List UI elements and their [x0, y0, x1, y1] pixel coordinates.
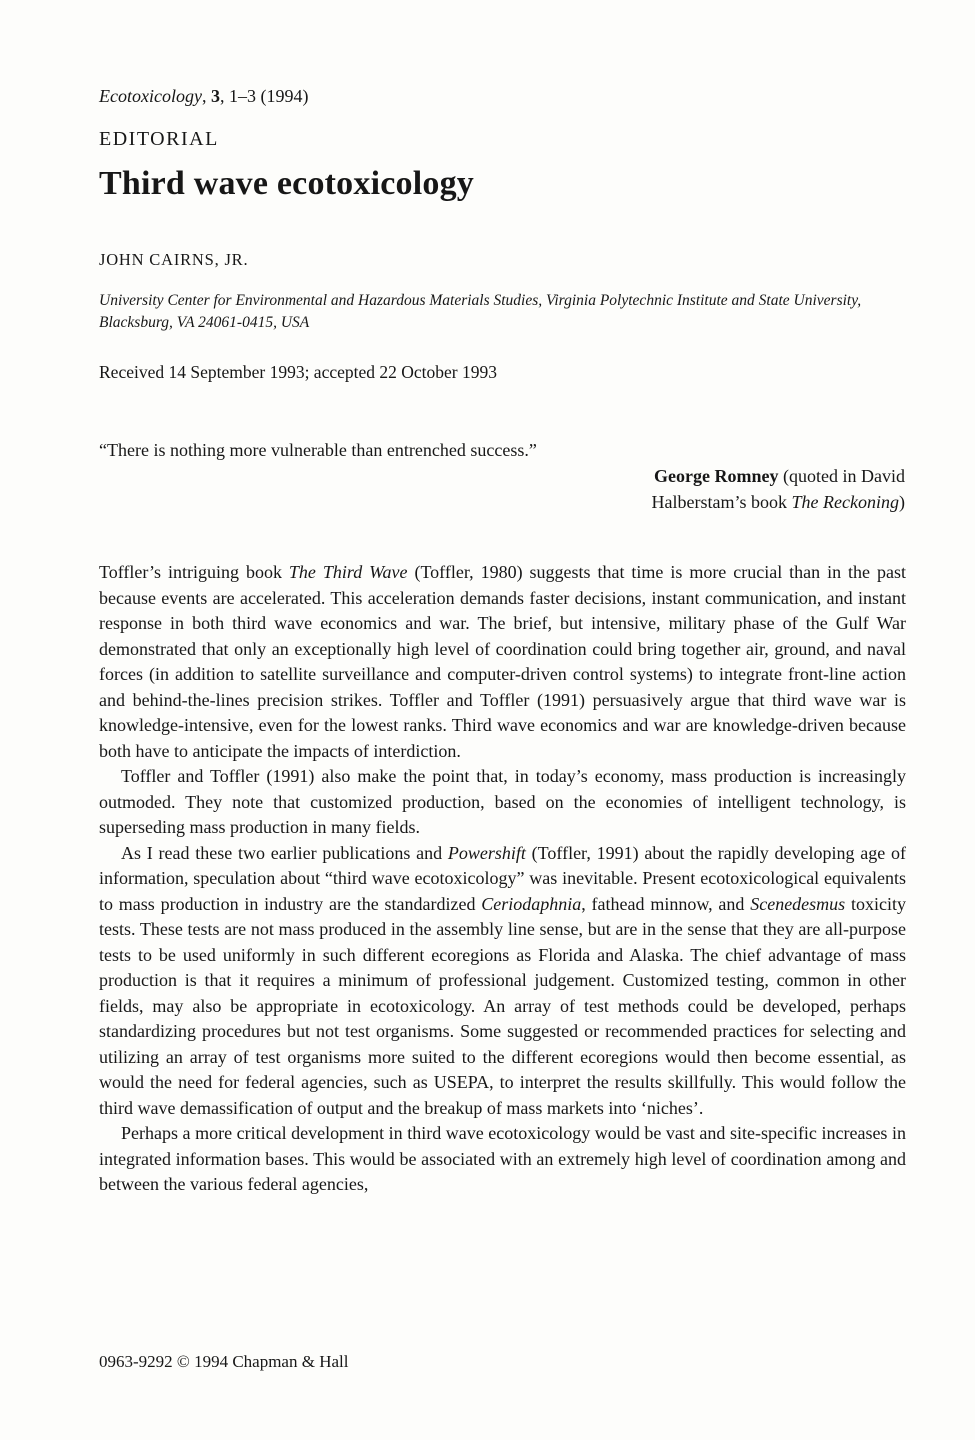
section-label: EDITORIAL: [99, 128, 219, 150]
epigraph-quote: “There is nothing more vulnerable than entrenched success.”: [99, 440, 537, 460]
author-affiliation: University Center for Environmental and Hazardous Materials Studies, Virginia Polytechnic Institute and State University, Blacksburg, VA 24061-0415, USA: [99, 292, 862, 331]
body-paragraph: Perhaps a more critical development in third wave ecotoxicology would be vast and site-specific increases in integrated information bases. This would be associated with an extremely high level of coordination among and between the various federal agencies,: [99, 1123, 906, 1194]
received-dates: Received 14 September 1993; accepted 22 October 1993: [99, 362, 497, 382]
body-paragraph: Toffler and Toffler (1991) also make the point that, in today’s economy, mass production is increasingly outmoded. They note that customized production, based on the economies of intelligent technology, is superseding mass production in many fields.: [99, 766, 906, 837]
epigraph: [99, 437, 905, 515]
article-body: [99, 560, 906, 1198]
epigraph-attribution-line1: George Romney (quoted in David: [654, 466, 905, 486]
author-name: JOHN CAIRNS, JR.: [99, 250, 249, 269]
footer-imprint: 0963-9292 © 1994 Chapman & Hall: [99, 1352, 349, 1371]
body-paragraph: As I read these two earlier publications and Powershift (Toffler, 1991) about the rapidly developing age of information, speculation about “third wave ecotoxicology” was inevitable. Present ecotoxicological equivalents to mass production in industry are the standardized Ceriodaphnia, fathead minnow, and Scenedesmus toxicity tests. These tests are not mass produced in the assembly line sense, but are in the sense that they are all-purpose tests to be used uniformly in such different ecoregions as Florida and Alaska. The chief advantage of mass production is that it requires a minimum of professional judgement. Customized testing, common in other fields, may also be appropriate in ecotoxicology. An array of test methods could be developed, perhaps standardizing procedures but not test organisms. Some suggested or recommended practices for selecting and utilizing an array of test organisms more suited to the different ecoregions would then become essential, as would the need for federal agencies, such as USEPA, to interpret the results skillfully. This would follow the third wave demassification of output and the breakup of mass markets into ‘niches’.: [99, 842, 907, 1118]
article-title: Third wave ecotoxicology: [99, 165, 474, 202]
body-paragraph: Toffler’s intriguing book The Third Wave (Toffler, 1980) suggests that time is more crucial than in the past because events are accelerated. This acceleration demands faster decisions, instant communication, and instant response in both third wave economics and war. The brief, but intensive, military phase of the Gulf War demonstrated that only an exceptionally high level of coordination could bring together air, ground, and naval forces (in addition to satellite surveillance and computer-driven control systems) to integrate front-line action and behind-the-lines precision strikes. Toffler and Toffler (1991) persuasively argue that third wave war is knowledge-intensive, even for the lowest ranks. Third wave economics and war are knowledge-driven because both have to anticipate the impacts of interdiction.: [99, 562, 906, 761]
epigraph-attribution-line2: Halberstam’s book The Reckoning): [651, 492, 905, 512]
journal-citation: Ecotoxicology, 3, 1–3 (1994): [99, 86, 309, 106]
